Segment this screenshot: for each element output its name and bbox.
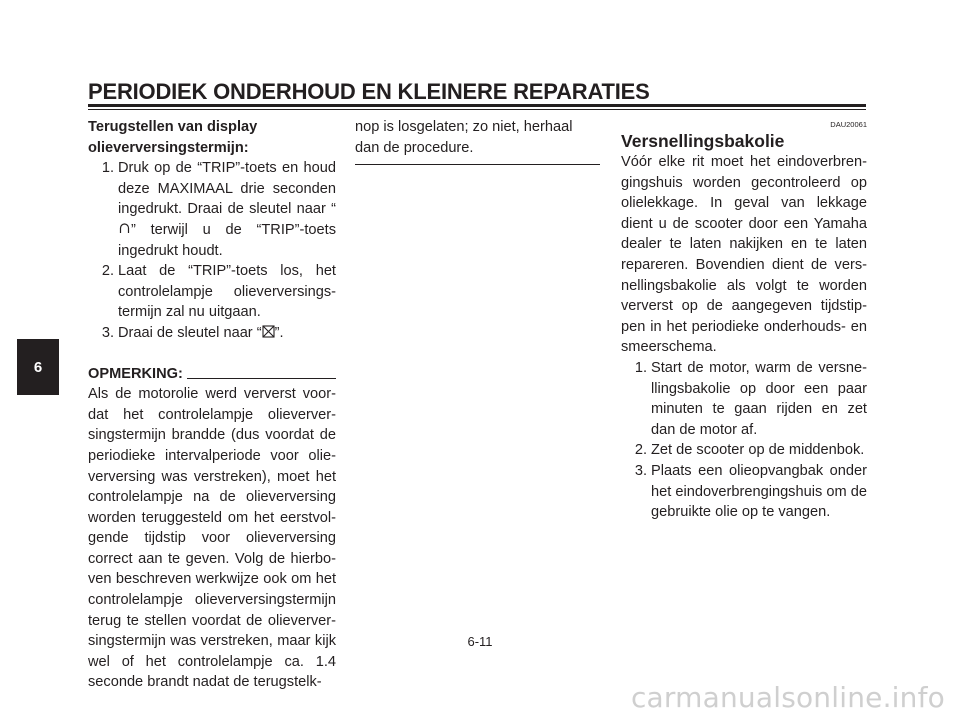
section-intro: Vóór elke rit moet het eindoverbren- gingshuis worden gecontroleerd op olielekkage. In geval van lekkage dient u de scooter door een Yamaha dealer te laten nakijken en te laten repareren. Bovendien dient de vers- nellingsbakolie als volgt te worden ververst op de aangegeven tijdstip- pen in het periodieke onderhouds- en smeerschema.	[621, 154, 867, 356]
step-text: Laat de “TRIP”-toets los, het controlelampje olieverversings- termijn zal nu uitgaan.	[118, 263, 336, 321]
step-number: 1.	[101, 160, 114, 177]
step-text: Zet de scooter op de middenbok.	[651, 442, 865, 459]
chapter-tab: 6	[17, 339, 59, 395]
step-text: Start de motor, warm de versne- llingsbakolie op door een paar minuten te gaan rijden en zet dan de motor af.	[651, 359, 867, 438]
step-text	[118, 323, 336, 344]
ignition-on-icon	[118, 222, 131, 235]
watermark: carmanualsonline.info	[630, 681, 945, 714]
section-heading-line2: olieverversingstermijn:	[88, 139, 249, 156]
step-number: 2.	[634, 442, 647, 459]
note-end-rule	[355, 164, 600, 165]
step-text	[118, 158, 336, 261]
step-text-part: Draai de sleutel naar “	[118, 324, 262, 341]
list-item	[88, 261, 336, 323]
gear-oil-steps-list	[621, 358, 867, 523]
ignition-off-icon	[262, 325, 275, 338]
page-header-title: PERIODIEK ONDERHOUD EN KLEINERE REPARATIES	[88, 79, 650, 104]
step-number: 1.	[634, 359, 647, 376]
step-number: 3.	[634, 462, 647, 479]
reset-steps-list	[88, 158, 336, 343]
note-label: OPMERKING:	[88, 365, 183, 382]
column-middle	[355, 117, 600, 165]
step-text: Plaats een olieopvangbak onder het eindoverbrengingshuis om de gebruikte olie op te vangen.	[651, 462, 867, 521]
note-text: Als de motorolie werd ververst voor- dat het controlelampje olieverver- singstermijn brandde (dus voordat de periodieke intervalperiode voor olie- verversing was verstreken), moet het controlelampje na de olieverversing worden teruggesteld om het eerstvol- gende tijdstip voor olieverversing correct aan te geven. Volg de hierbo- ven beschreven werkwijze ook om het controlelampje olieverversingstermijn terug te stellen voordat de olieverver- singstermijn was verstreken, maar kijk wel of het controlelampje ca. 1.4 seconde brandt nadat de terugstelk-	[88, 386, 336, 691]
step-number: 2.	[101, 263, 114, 280]
list-item	[88, 323, 336, 344]
step-text-part: ” terwijl u de “TRIP”-toets ingedrukt houdt.	[118, 221, 336, 259]
list-item	[621, 358, 867, 440]
header-rule-thin	[88, 109, 866, 110]
section-code: DAU20061	[830, 120, 867, 129]
section-title: Versnellingsbakolie	[621, 131, 785, 151]
column-right	[621, 117, 867, 523]
note-heading	[88, 364, 336, 385]
step-number: 3.	[101, 324, 114, 341]
header-rule	[88, 104, 866, 107]
list-item	[621, 440, 867, 461]
section-heading-line1: Terugstellen van display	[88, 119, 258, 135]
list-item	[621, 461, 867, 523]
step-text-part: ”.	[274, 324, 284, 341]
column-left	[88, 117, 336, 693]
step-text-part: Druk op de “TRIP”-toets en houd deze MAXIMAAL drie seconden ingedrukt. Draai de sleutel naar “	[118, 160, 336, 218]
note-rule	[187, 378, 336, 379]
note-continuation-text: nop is losgelaten; zo niet, herhaal dan de procedure.	[355, 119, 573, 156]
list-item	[88, 158, 336, 261]
page-number: 6-11	[467, 634, 493, 649]
